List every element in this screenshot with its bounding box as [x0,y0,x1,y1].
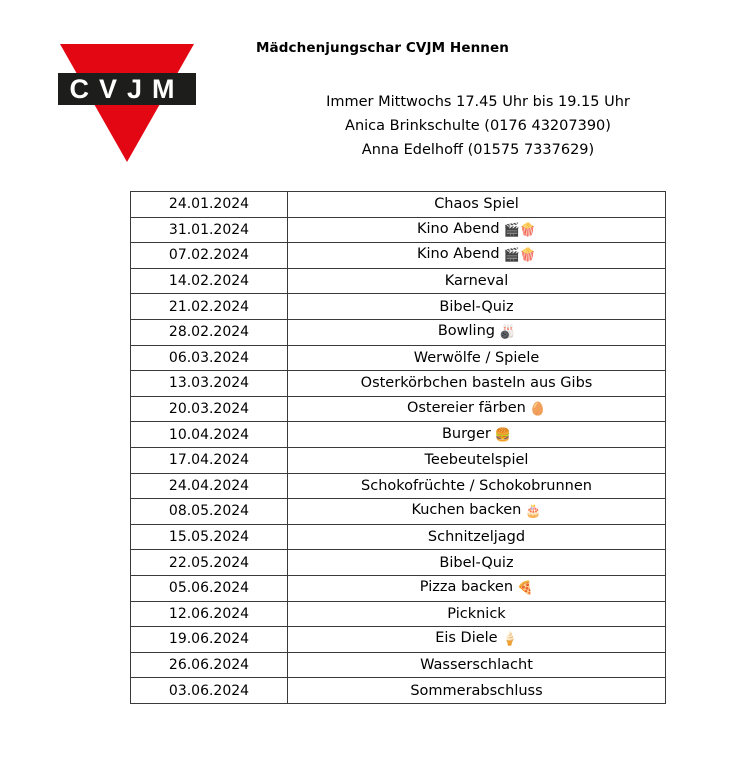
activity-label: Werwölfe / Spiele [413,349,540,366]
activity-label: Sommerabschluss [410,682,543,699]
activity-cell [288,473,666,499]
activity-cell [288,294,666,320]
date-cell: 31.01.2024 [131,217,288,243]
table-row [131,575,666,601]
date-cell: 13.03.2024 [131,371,288,397]
contact-anica: Anica Brinkschulte (0176 43207390) [345,118,611,134]
activity-cell [288,192,666,218]
table-row [131,243,666,269]
activity-label: Burger [441,425,491,442]
activity-cell [288,524,666,550]
table-row [131,499,666,525]
date-cell: 19.06.2024 [131,627,288,653]
date-cell: 07.02.2024 [131,243,288,269]
schedule-body [131,192,666,704]
page-title: Mädchenjungschar CVJM Hennen [256,40,509,56]
activity-cell [288,627,666,653]
table-row [131,601,666,627]
activity-cell [288,243,666,269]
activity-label: Osterkörbchen basteln aus Gibs [360,375,593,392]
info-block [300,90,656,162]
activity-label: Karneval [444,273,509,290]
date-cell: 28.02.2024 [131,319,288,345]
activity-emoji-icon: 🎂 [525,504,542,520]
activity-label: Wasserschlacht [420,656,533,673]
activity-cell [288,678,666,704]
activity-cell [288,447,666,473]
activity-emoji-icon: 🎬🍿 [503,222,537,238]
table-row [131,422,666,448]
table-row [131,345,666,371]
activity-emoji-icon: 🎬🍿 [503,248,537,264]
date-cell: 24.04.2024 [131,473,288,499]
date-cell: 17.04.2024 [131,447,288,473]
table-row [131,473,666,499]
activity-label: Kino Abend [416,220,500,237]
activity-label: Eis Diele [435,630,498,647]
date-cell: 08.05.2024 [131,499,288,525]
date-cell: 14.02.2024 [131,268,288,294]
activity-cell [288,575,666,601]
cvjm-logo [58,42,196,164]
table-row [131,192,666,218]
activity-cell [288,371,666,397]
activity-cell [288,652,666,678]
activity-label: Teebeutelspiel [424,452,529,469]
date-cell: 12.06.2024 [131,601,288,627]
activity-cell [288,550,666,576]
date-cell: 10.04.2024 [131,422,288,448]
logo-text: CVJM [69,74,185,104]
activity-label: Schokofrüchte / Schokobrunnen [361,477,592,494]
activity-label: Chaos Spiel [434,196,519,213]
activity-cell [288,319,666,345]
activity-emoji-icon: 🎳 [498,325,516,341]
activity-cell [288,217,666,243]
date-cell: 05.06.2024 [131,575,288,601]
activity-emoji-icon: 🍕 [517,581,534,597]
contact-anna: Anna Edelhoff (01575 7337629) [361,142,595,158]
schedule-line: Immer Mittwochs 17.45 Uhr bis 19.15 Uhr [326,94,630,110]
date-cell: 21.02.2024 [131,294,288,320]
activity-cell [288,396,666,422]
table-row [131,678,666,704]
activity-label: Schnitzeljagd [427,529,526,546]
activity-cell [288,268,666,294]
date-cell: 20.03.2024 [131,396,288,422]
activity-label: Bowling [437,323,495,340]
activity-emoji-icon: 🍔 [494,427,512,443]
schedule-table [130,191,666,704]
activity-cell [288,601,666,627]
activity-label: Kino Abend [416,246,500,263]
activity-emoji-icon: 🍦 [501,632,518,648]
activity-label: Bibel-Quiz [439,298,514,315]
table-row [131,371,666,397]
activity-label: Bibel-Quiz [439,554,514,571]
date-cell: 26.06.2024 [131,652,288,678]
table-row [131,396,666,422]
activity-cell [288,345,666,371]
table-row [131,217,666,243]
table-row [131,524,666,550]
activity-label: Picknick [447,605,506,622]
date-cell: 24.01.2024 [131,192,288,218]
table-row [131,447,666,473]
date-cell: 06.03.2024 [131,345,288,371]
activity-emoji-icon: 🥚 [529,402,547,418]
date-cell: 15.05.2024 [131,524,288,550]
table-row [131,627,666,653]
activity-label: Ostereier färben [406,400,526,417]
table-row [131,319,666,345]
activity-label: Kuchen backen [411,502,522,519]
activity-label: Pizza backen [419,579,514,596]
table-row [131,550,666,576]
table-row [131,294,666,320]
date-cell: 03.06.2024 [131,678,288,704]
table-row [131,268,666,294]
activity-cell [288,422,666,448]
cvjm-logo-graphic [58,42,196,164]
table-row [131,652,666,678]
date-cell: 22.05.2024 [131,550,288,576]
activity-cell [288,499,666,525]
